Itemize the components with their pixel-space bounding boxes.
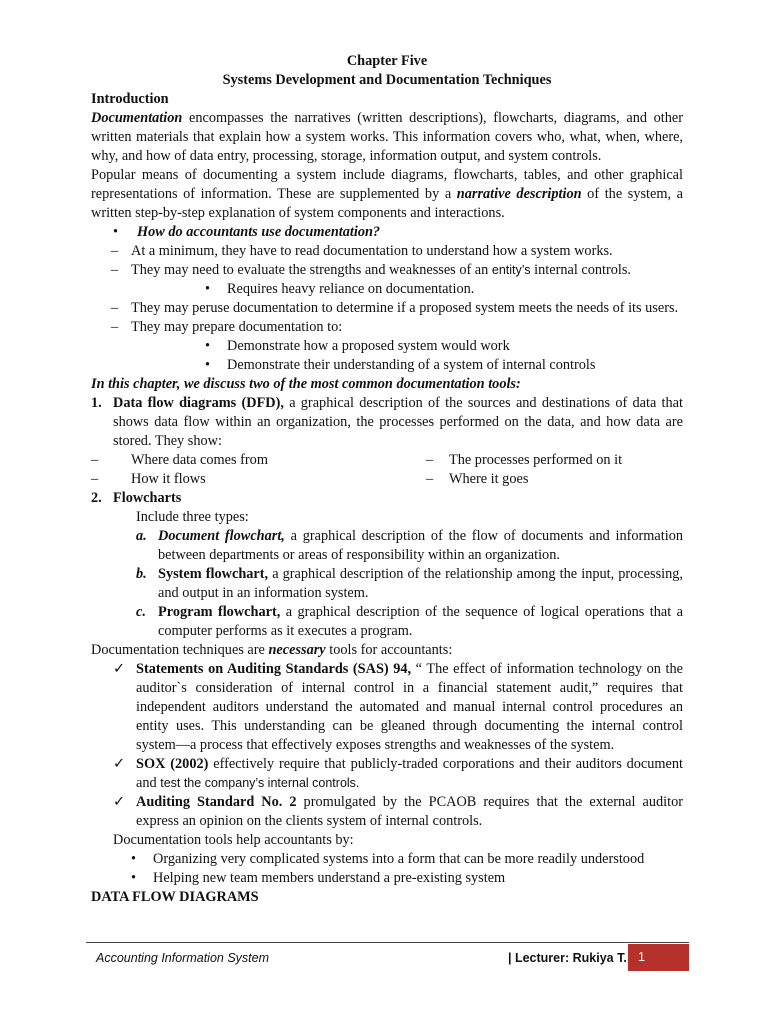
list-item: Where data comes from <box>131 452 268 468</box>
shows-row <box>91 451 683 470</box>
flowchart-type-item: b. System flowchart, a graphical description of the relationship among the input, processing, and output in an information system. <box>136 566 683 601</box>
list-item: • Demonstrate their understanding of a system of internal controls <box>205 357 596 373</box>
bullet-icon: • <box>205 281 211 297</box>
list-item: • Demonstrate how a proposed system would work <box>205 338 510 354</box>
chapter-label: Chapter Five <box>346 53 428 69</box>
list-item: – At a minimum, they have to read documentation to understand how a system works. <box>111 243 613 259</box>
check-item: ✓ Auditing Standard No. 2 promulgated by the PCAOB requires that the external auditor express an opinion on the clients system of internal controls. <box>113 794 683 829</box>
footer-divider <box>86 942 689 943</box>
tools-heading: In this chapter, we discuss two of the most common documentation tools: <box>91 376 521 392</box>
check-item: ✓ Statements on Auditing Standards (SAS) 94, “ The effect of information technology on the auditor`s consideration of internal control in a financial statement audit,” requires that independent auditors understand the automated and manual internal control procedures an entity uses. This understanding can be gleaned through documenting the internal control system—a process that effectively exposes strengths and weaknesses of the system. <box>113 661 683 753</box>
page-title: Systems Development and Documentation Techniques <box>222 72 552 88</box>
list-item: • Requires heavy reliance on documentation. <box>205 281 475 297</box>
check-icon: ✓ <box>113 794 125 810</box>
dash-icon: – <box>426 452 434 468</box>
dash-icon: – <box>91 471 99 487</box>
page-number: 1 <box>628 944 689 971</box>
help-heading: Documentation tools help accountants by: <box>113 832 354 848</box>
check-item: ✓ SOX (2002) effectively require that publicly-traded corporations and their auditors document and test the company’s internal controls. <box>113 756 683 791</box>
footer-lecturer: | Lecturer: Rukiya T. <box>508 951 627 965</box>
numbered-item: 2. Flowcharts <box>91 490 182 506</box>
footer-course: Accounting Information System <box>96 951 269 965</box>
shows-row <box>91 470 683 489</box>
flowchart-type-item: c. Program flowchart, a graphical description of the sequence of logical operations that a computer performs as it executes a program. <box>136 604 684 639</box>
necessary-paragraph: Documentation techniques are necessary tools for accountants: <box>91 642 453 658</box>
list-item: • Helping new team members understand a pre-existing system <box>131 870 506 886</box>
narrative-term: narrative description <box>456 186 582 202</box>
dash-icon: – <box>111 319 119 335</box>
list-item: How it flows <box>131 471 206 487</box>
dash-icon: – <box>111 243 119 259</box>
section-heading: DATA FLOW DIAGRAMS <box>91 889 259 905</box>
bullet-icon: • <box>113 224 119 240</box>
list-item: The processes performed on it <box>449 452 623 468</box>
bullet-icon: • <box>131 870 137 886</box>
question-heading: • How do accountants use documentation? <box>113 224 381 240</box>
dash-icon: – <box>426 471 434 487</box>
list-item: Where it goes <box>449 471 529 487</box>
page-content <box>91 52 683 907</box>
list-item: – They may prepare documentation to: <box>111 319 343 335</box>
intro-paragraph: Documentation encompasses the narratives (written descriptions), flowcharts, diagrams, and other written materials that explain how a system works. This information covers who, what, when, where, why, and how of data entry, processing, storage, information output, and system controls. <box>91 110 683 164</box>
dash-icon: – <box>111 300 119 316</box>
check-icon: ✓ <box>113 756 125 772</box>
intro-heading: Introduction <box>91 91 169 107</box>
list-item: – They may peruse documentation to determine if a proposed system meets the needs of its users. <box>111 300 679 316</box>
popular-means-paragraph: Popular means of documenting a system include diagrams, flowcharts, tables, and other graphical representations of information. These are supplemented by a narrative description of the system, a written step-by-step explanation of system components and interactions. <box>91 167 684 221</box>
dash-icon: – <box>111 262 119 278</box>
bullet-icon: • <box>131 851 137 867</box>
list-item: – They may need to evaluate the strengths and weaknesses of an entity’s internal controls. <box>111 262 632 278</box>
bullet-icon: • <box>205 357 211 373</box>
numbered-item: 1. Data flow diagrams (DFD), a graphical description of the sources and destinations of data that shows data flow within an organization, the processes performed on the data, and how data are stored. They show: <box>91 395 683 449</box>
check-icon: ✓ <box>113 661 125 677</box>
list-item: • Organizing very complicated systems into a form that can be more readily understood <box>131 851 645 867</box>
flowchart-type-item: a. Document flowchart, a graphical description of the flow of documents and information between departments or areas of responsibility within an organization. <box>136 528 683 563</box>
three-types-label: Include three types: <box>136 509 249 525</box>
dash-icon: – <box>91 452 99 468</box>
bullet-icon: • <box>205 338 211 354</box>
documentation-term: Documentation <box>91 110 183 126</box>
